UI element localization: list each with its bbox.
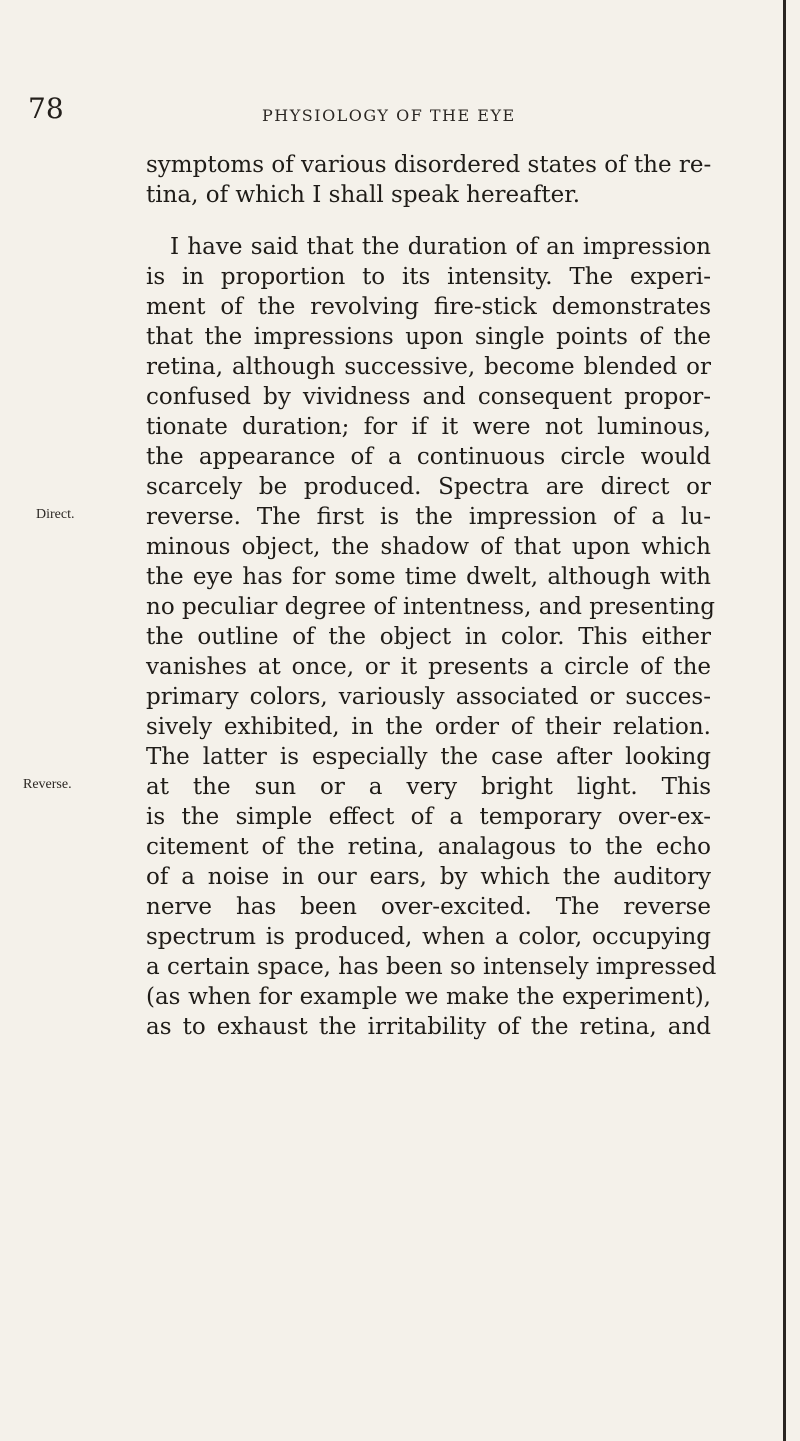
text-line: citement of the retina, analagous to the echo — [146, 834, 711, 860]
text-line: ment of the revolving fire-stick demonstrates — [146, 294, 711, 320]
text-line: vanishes at once, or it presents a circle of the — [146, 654, 711, 680]
text-line: confused by vividness and consequent propor- — [146, 384, 711, 410]
running-head: PHYSIOLOGY OF THE EYE — [262, 106, 516, 125]
text-line: the outline of the object in color. This either — [146, 624, 711, 650]
text-line: the appearance of a continuous circle would — [146, 444, 711, 470]
text-line: The latter is especially the case after looking — [146, 744, 711, 770]
text-line: reverse. The first is the impression of a lu- — [146, 504, 711, 530]
text-line: a certain space, has been so intensely impressed — [146, 954, 717, 980]
text-line: of a noise in our ears, by which the auditory — [146, 864, 711, 890]
text-line: retina, although successive, become blended or — [146, 354, 711, 380]
text-line: that the impressions upon single points of the — [146, 324, 711, 350]
text-line: scarcely be produced. Spectra are direct or — [146, 474, 711, 500]
text-line: I have said that the duration of an impression — [170, 234, 711, 260]
text-line: sively exhibited, in the order of their relation. — [146, 714, 711, 740]
text-line: at the sun or a very bright light. This — [146, 774, 711, 800]
text-line: tionate duration; for if it were not luminous, — [146, 414, 711, 440]
text-line: primary colors, variously associated or succes- — [146, 684, 711, 710]
body-text — [146, 150, 717, 1042]
text-line: is the simple effect of a temporary over-ex- — [146, 804, 711, 830]
text-line: as to exhaust the irritability of the retina, and — [146, 1014, 711, 1040]
margin-note-reverse: Reverse. — [23, 777, 72, 792]
text-line: spectrum is produced, when a color, occupying — [146, 924, 711, 950]
text-line: symptoms of various disordered states of the re- — [146, 152, 712, 178]
text-line: tina, of which I shall speak hereafter. — [146, 182, 581, 208]
page-edge-shadow — [783, 0, 786, 1441]
text-line: is in proportion to its intensity. The experi- — [146, 264, 711, 290]
page-number: 78 — [28, 92, 64, 125]
text-line: (as when for example we make the experiment), — [146, 984, 711, 1010]
text-line: no peculiar degree of intentness, and presenting — [146, 594, 715, 620]
text-line: minous object, the shadow of that upon which — [146, 534, 711, 560]
margin-note-direct: Direct. — [36, 507, 75, 522]
text-line: nerve has been over-excited. The reverse — [146, 894, 711, 920]
text-line: the eye has for some time dwelt, although with — [146, 564, 711, 590]
